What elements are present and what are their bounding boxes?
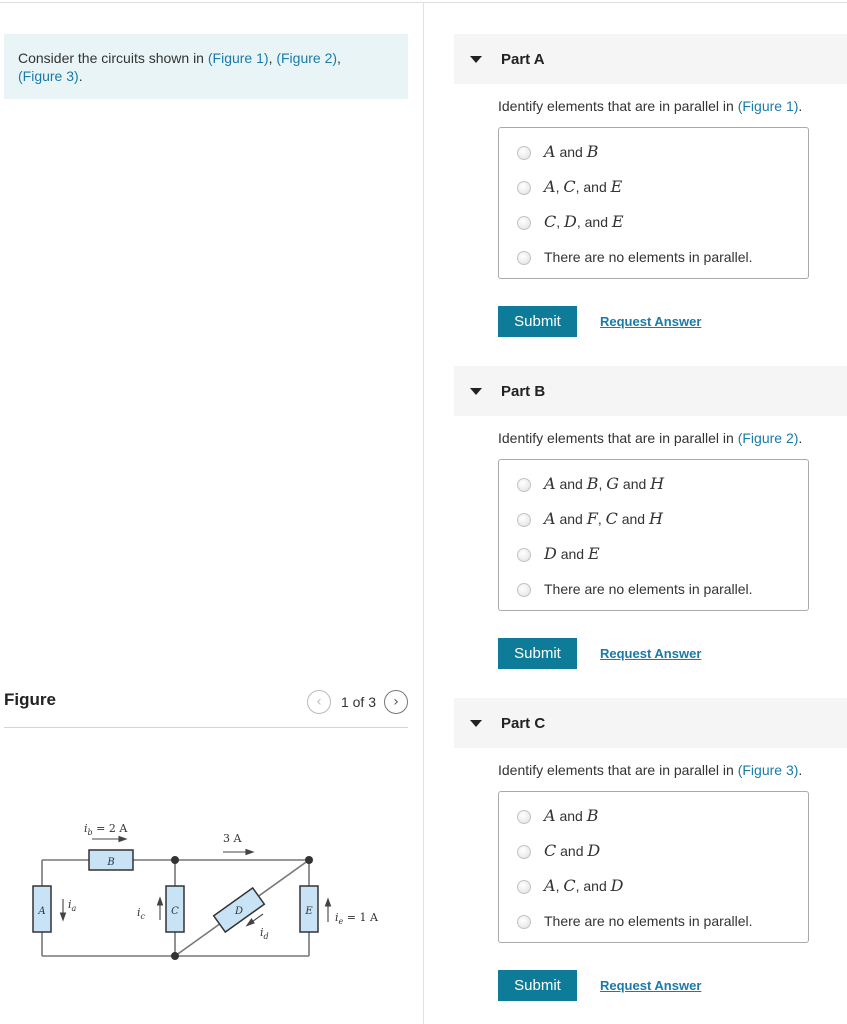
figure-2-link[interactable]: (Figure 2) bbox=[737, 430, 799, 446]
circuit-diagram bbox=[20, 810, 400, 970]
figure-1-link[interactable]: (Figure 1) bbox=[207, 50, 269, 66]
option-none[interactable]: There are no elements in parallel. bbox=[499, 912, 808, 942]
part-a-question: Identify elements that are in parallel in (Figure 1). bbox=[498, 98, 803, 114]
part-a-actions bbox=[498, 306, 701, 337]
radio-button[interactable] bbox=[517, 513, 531, 527]
element-c-label: C bbox=[171, 906, 179, 917]
label-ia: $i_a$ bbox=[68, 898, 77, 913]
caret-down-icon bbox=[470, 56, 482, 63]
intro-separator: , bbox=[337, 50, 341, 66]
figure-3-link[interactable]: (Figure 3) bbox=[737, 762, 799, 778]
element-b-label: B bbox=[107, 857, 115, 868]
part-c-section bbox=[454, 698, 847, 1008]
next-figure-button[interactable] bbox=[384, 690, 408, 714]
submit-button[interactable]: Submit bbox=[498, 638, 577, 669]
part-c-header[interactable] bbox=[454, 698, 847, 748]
option-c-and-d[interactable]: C and D bbox=[499, 842, 808, 877]
label-ie: $i_e = 1$ A bbox=[335, 911, 378, 926]
figure-1-link[interactable]: (Figure 1) bbox=[737, 98, 799, 114]
caret-down-icon bbox=[470, 388, 482, 395]
element-a-label: A bbox=[38, 906, 46, 917]
option-a-c-and-e[interactable]: A, C, and E bbox=[499, 178, 808, 213]
element-d-label: D bbox=[234, 906, 244, 917]
submit-button[interactable]: Submit bbox=[498, 306, 577, 337]
part-a-options bbox=[498, 127, 809, 279]
option-ab-gh[interactable]: A and B, G and H bbox=[499, 475, 808, 510]
part-b-section bbox=[454, 366, 847, 676]
part-b-actions bbox=[498, 638, 701, 669]
previous-figure-button[interactable] bbox=[307, 690, 331, 714]
caret-down-icon bbox=[470, 720, 482, 727]
label-id: $i_d$ bbox=[260, 926, 269, 941]
part-a-section bbox=[454, 34, 847, 344]
radio-button[interactable] bbox=[517, 216, 531, 230]
chevron-right-icon: › bbox=[393, 694, 399, 710]
radio-button[interactable] bbox=[517, 845, 531, 859]
figure-pager bbox=[307, 690, 408, 714]
radio-button[interactable] bbox=[517, 915, 531, 929]
part-b-question: Identify elements that are in parallel in (Figure 2). bbox=[498, 430, 803, 446]
figure-2-link[interactable]: (Figure 2) bbox=[276, 50, 338, 66]
option-a-and-b[interactable]: A and B bbox=[499, 143, 808, 178]
radio-button[interactable] bbox=[517, 880, 531, 894]
option-none[interactable]: There are no elements in parallel. bbox=[499, 248, 808, 278]
intro-suffix: . bbox=[78, 68, 83, 84]
option-af-ch[interactable]: A and F, C and H bbox=[499, 510, 808, 545]
intro-text: Consider the circuits shown in bbox=[18, 50, 208, 66]
node-dot bbox=[171, 952, 179, 960]
part-b-title: Part B bbox=[501, 382, 546, 400]
radio-button[interactable] bbox=[517, 478, 531, 492]
request-answer-link[interactable]: Request Answer bbox=[600, 646, 702, 661]
part-c-actions bbox=[498, 970, 701, 1001]
part-a-header[interactable] bbox=[454, 34, 847, 84]
part-c-options bbox=[498, 791, 809, 943]
column-divider bbox=[423, 2, 424, 1024]
problem-intro bbox=[4, 34, 408, 99]
figure-page-indicator: 1 of 3 bbox=[340, 694, 376, 710]
option-d-and-e[interactable]: D and E bbox=[499, 545, 808, 580]
submit-button[interactable]: Submit bbox=[498, 970, 577, 1001]
radio-button[interactable] bbox=[517, 810, 531, 824]
part-b-options bbox=[498, 459, 809, 611]
element-e-label: E bbox=[305, 906, 313, 917]
part-a-title: Part A bbox=[501, 50, 545, 68]
radio-button[interactable] bbox=[517, 146, 531, 160]
label-3a: 3 A bbox=[223, 832, 242, 845]
part-c-title: Part C bbox=[501, 714, 546, 732]
figure-header bbox=[4, 688, 408, 728]
part-b-header[interactable] bbox=[454, 366, 847, 416]
option-c-d-and-e[interactable]: C, D, and E bbox=[499, 213, 808, 248]
node-dot bbox=[305, 856, 313, 864]
option-a-and-b[interactable]: A and B bbox=[499, 807, 808, 842]
label-ib: $i_b = 2$ A bbox=[84, 822, 128, 837]
part-c-question: Identify elements that are in parallel in (Figure 3). bbox=[498, 762, 803, 778]
request-answer-link[interactable]: Request Answer bbox=[600, 314, 702, 329]
request-answer-link[interactable]: Request Answer bbox=[600, 978, 702, 993]
radio-button[interactable] bbox=[517, 548, 531, 562]
radio-button[interactable] bbox=[517, 181, 531, 195]
figure-title: Figure bbox=[4, 690, 56, 709]
label-ic: $i_c$ bbox=[137, 906, 146, 921]
figure-3-link[interactable]: (Figure 3) bbox=[18, 68, 79, 84]
radio-button[interactable] bbox=[517, 583, 531, 597]
chevron-left-icon: ‹ bbox=[316, 694, 322, 710]
option-a-c-and-d[interactable]: A, C, and D bbox=[499, 877, 808, 912]
option-none[interactable]: There are no elements in parallel. bbox=[499, 580, 808, 610]
intro-separator: , bbox=[268, 50, 277, 66]
radio-button[interactable] bbox=[517, 251, 531, 265]
node-dot bbox=[171, 856, 179, 864]
